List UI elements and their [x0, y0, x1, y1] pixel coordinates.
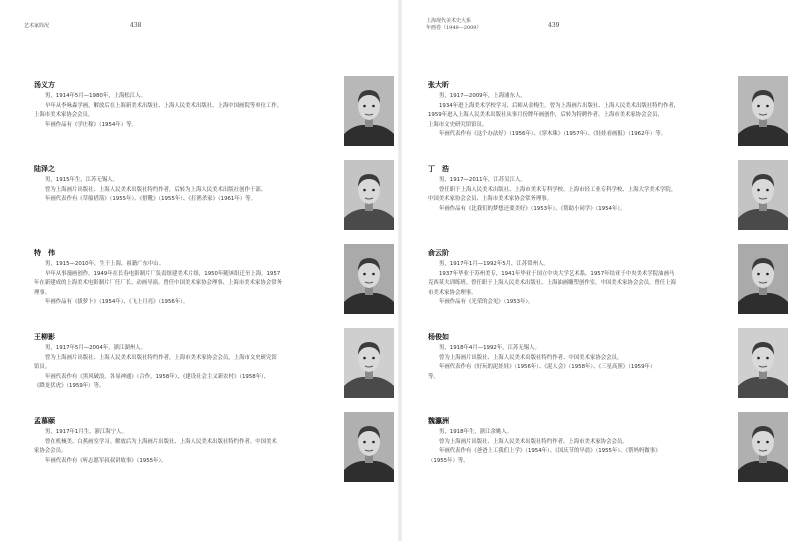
biography-line: 男，1917—2009年，上海浦东人。 [439, 93, 526, 99]
biography-line: 曾为上海画片出版社、上海人民美术出版社特约作者，后转为上海人民美术出版社创作干部。 [45, 186, 267, 193]
biography-line: 馆员。 [34, 364, 51, 371]
biography-line: 年画作品有《光荣的会见》（1953年）。 [439, 299, 534, 306]
artist-name: 俞云阶 [428, 248, 449, 257]
biography-line: 早年从李咏森学画，解放后在上海新美术出版社、上海人民美术出版社、上海中国画院等单位工作。 [45, 102, 283, 109]
right-page [402, 0, 800, 541]
biography-line: 年画作品有《学庄稼》（1954年）等。 [45, 121, 137, 128]
biography-line: 年画代表作有《爸爸上工我们上学》（1954年）、《国庆节的早晨》（1955年）、《帮妈妈做事》 [439, 448, 661, 455]
portrait-photo [738, 412, 788, 482]
portrait-photo [738, 160, 788, 230]
artist-entry [34, 164, 394, 244]
biography-text [34, 92, 306, 130]
biography-text [34, 344, 306, 392]
biography-line: 1937年毕业于苏州美专，1941年毕业于国立中央大学艺术系，1957年结业于中央美术学院油画马 [439, 270, 675, 277]
artist-name: 孟慕颐 [34, 416, 55, 425]
biography-line: 1959年进入上海人民美术出版社从事月份牌年画创作，后转为特聘作者。上海市美术家协会会员、 [428, 112, 663, 119]
artist-entry [428, 164, 788, 244]
portrait-photo [344, 244, 394, 314]
biography-text [428, 428, 700, 466]
biography-text [34, 260, 306, 308]
biography-line: 1934年进上海美术学校学习，后师从金梅生。曾为上海画片出版社、上海人民美术出版社特约作者， [439, 102, 680, 109]
biography-line: 男，1917—2011年，江苏吴江人。 [439, 177, 526, 183]
artist-entry [428, 80, 788, 160]
running-header-title: 上海现代美术史大系 [426, 18, 472, 24]
artist-name: 汤义方 [34, 80, 55, 89]
biography-line: 上海市美术家协会会员。 [34, 112, 94, 119]
biography-line: 中国美术家协会会员、上海市美术家协会常务理事。 [428, 196, 552, 203]
biography-line: 家协会会员。 [34, 448, 67, 455]
biography-line: 年画代表作有《这个办法好》（1956年）、《穿木珠》（1957年）、《娃娃看画报》（1962年）等。 [439, 131, 667, 138]
artist-entry [428, 248, 788, 328]
artist-entry [34, 80, 394, 160]
portrait-photo [344, 412, 394, 482]
biography-text [428, 92, 700, 140]
biography-line: 男，1915年生，江苏无锡人。 [45, 177, 119, 183]
running-header: 艺术家简况 [24, 23, 50, 29]
portrait-photo [738, 328, 788, 398]
artist-name: 张大昕 [428, 80, 449, 89]
artist-name: 王柳影 [34, 332, 55, 341]
biography-text [34, 176, 306, 205]
biography-line: 男，1917年1月—1992年5月，江苏常州人。 [439, 261, 549, 267]
biography-text [428, 260, 700, 308]
artist-name: 丁 浩 [428, 164, 449, 173]
biography-line: 曾为上海画片出版社、上海人民美术出版社特约作者，上海市美术家协会会员，上海市文史研究馆 [45, 354, 277, 361]
biography-line: 年画作品有《拔萝卜》（1954年）、《飞上月亮》（1956年）。 [45, 299, 189, 306]
biography-line: 理事。 [34, 289, 51, 296]
biography-line: 男，1917年5月—2004年，浙江湖州人。 [45, 345, 146, 351]
page-number: 438 [130, 22, 142, 29]
biography-line: 男，1918年生，浙江余姚人。 [439, 429, 513, 435]
biography-line: 年画代表作有《黑风破浪，各显神通》（合作，1958年）、《建设社会主义新农村》（1958年）、 [45, 373, 270, 380]
portrait-photo [344, 160, 394, 230]
biography-line: 等。 [428, 373, 439, 380]
biography-line: 早年从事漫画创作，1949年在长春电影制片厂负责组建美术片组，1950年随该组迁至上海，1957 [45, 270, 281, 277]
artist-name: 陆泽之 [34, 164, 55, 173]
portrait-photo [738, 76, 788, 146]
biography-line: 曾为上海画片出版社、上海人民美术出版社特约作者、中国美术家协会会员。 [439, 354, 623, 361]
biography-line: 年在新建成的上海美术电影制片厂任厂长、动画导演。曾任中国美术家协会理事、上海市美术家协会常务 [34, 280, 282, 287]
biography-line: 年画代表作有《草船借箭》（1955年）、《借靴》（1955年）、《打渔杀家》（1961年）等。 [45, 196, 256, 203]
biography-line: 曾在机械美、白蕉画室学习。解放后为上海画片出版社、上海人民美术出版社特约作者。中国美术 [45, 438, 277, 445]
artist-name: 特 伟 [34, 248, 55, 257]
artist-entry [428, 416, 788, 496]
biography-line: （1955年）等。 [428, 457, 469, 464]
biography-line: 曾为上海画片出版社、上海人民美术出版社特约作者。上海市美术家协会会员。 [439, 438, 628, 445]
biography-text [428, 176, 700, 214]
biography-line: 男，1917年1月生，浙江海宁人。 [45, 429, 127, 435]
biography-line: 《降龙伏虎》（1959年）等。 [34, 383, 105, 390]
biography-line: 上海市文史研究馆馆员。 [428, 121, 488, 128]
biography-line: 曾任职于上海人民美术出版社、上海市美术专科学校、上海市轻工业专科学校、上海大学美术学院。 [439, 186, 677, 193]
page-number: 439 [548, 22, 560, 29]
biography-line: 年画代表作有《好玩的泥娃娃》（1956年）、《泥人会》（1958年）、《三星高照》（1959年） [439, 364, 656, 371]
portrait-photo [344, 328, 394, 398]
biography-line: 年画作品有《比我们的梦想还要美好》（1953年）、《帮助小同学》（1954年）。 [439, 205, 626, 212]
biography-line: 男，1914年5月—1980年，上海松江人。 [45, 93, 146, 99]
artist-entry [34, 332, 394, 412]
biography-line: 市美术家协会理事。 [428, 289, 477, 296]
artist-entry [428, 332, 788, 412]
portrait-photo [738, 244, 788, 314]
artist-entry [34, 416, 394, 496]
biography-text [34, 428, 306, 466]
running-header-subtitle: 年画卷（1949—2009） [426, 25, 482, 31]
left-page [0, 0, 398, 541]
biography-line: 年画代表作有《听志愿军叔叔讲故事》（1955年）。 [45, 457, 167, 464]
biography-line: 男，1915—2010年，生于上海，祖籍广东中山。 [45, 261, 165, 267]
artist-name: 魏瀛洲 [428, 416, 449, 425]
biography-text [428, 344, 700, 382]
portrait-photo [344, 76, 394, 146]
biography-line: 男，1918年4月—1992年，江苏无锡人。 [439, 345, 540, 351]
biography-line: 克西莫夫训练班。曾任职于上海人民美术出版社、上海油画雕塑创作室。中国美术家协会会员，曾任上海 [428, 280, 676, 287]
artist-name: 杨俊如 [428, 332, 449, 341]
artist-entry [34, 248, 394, 328]
